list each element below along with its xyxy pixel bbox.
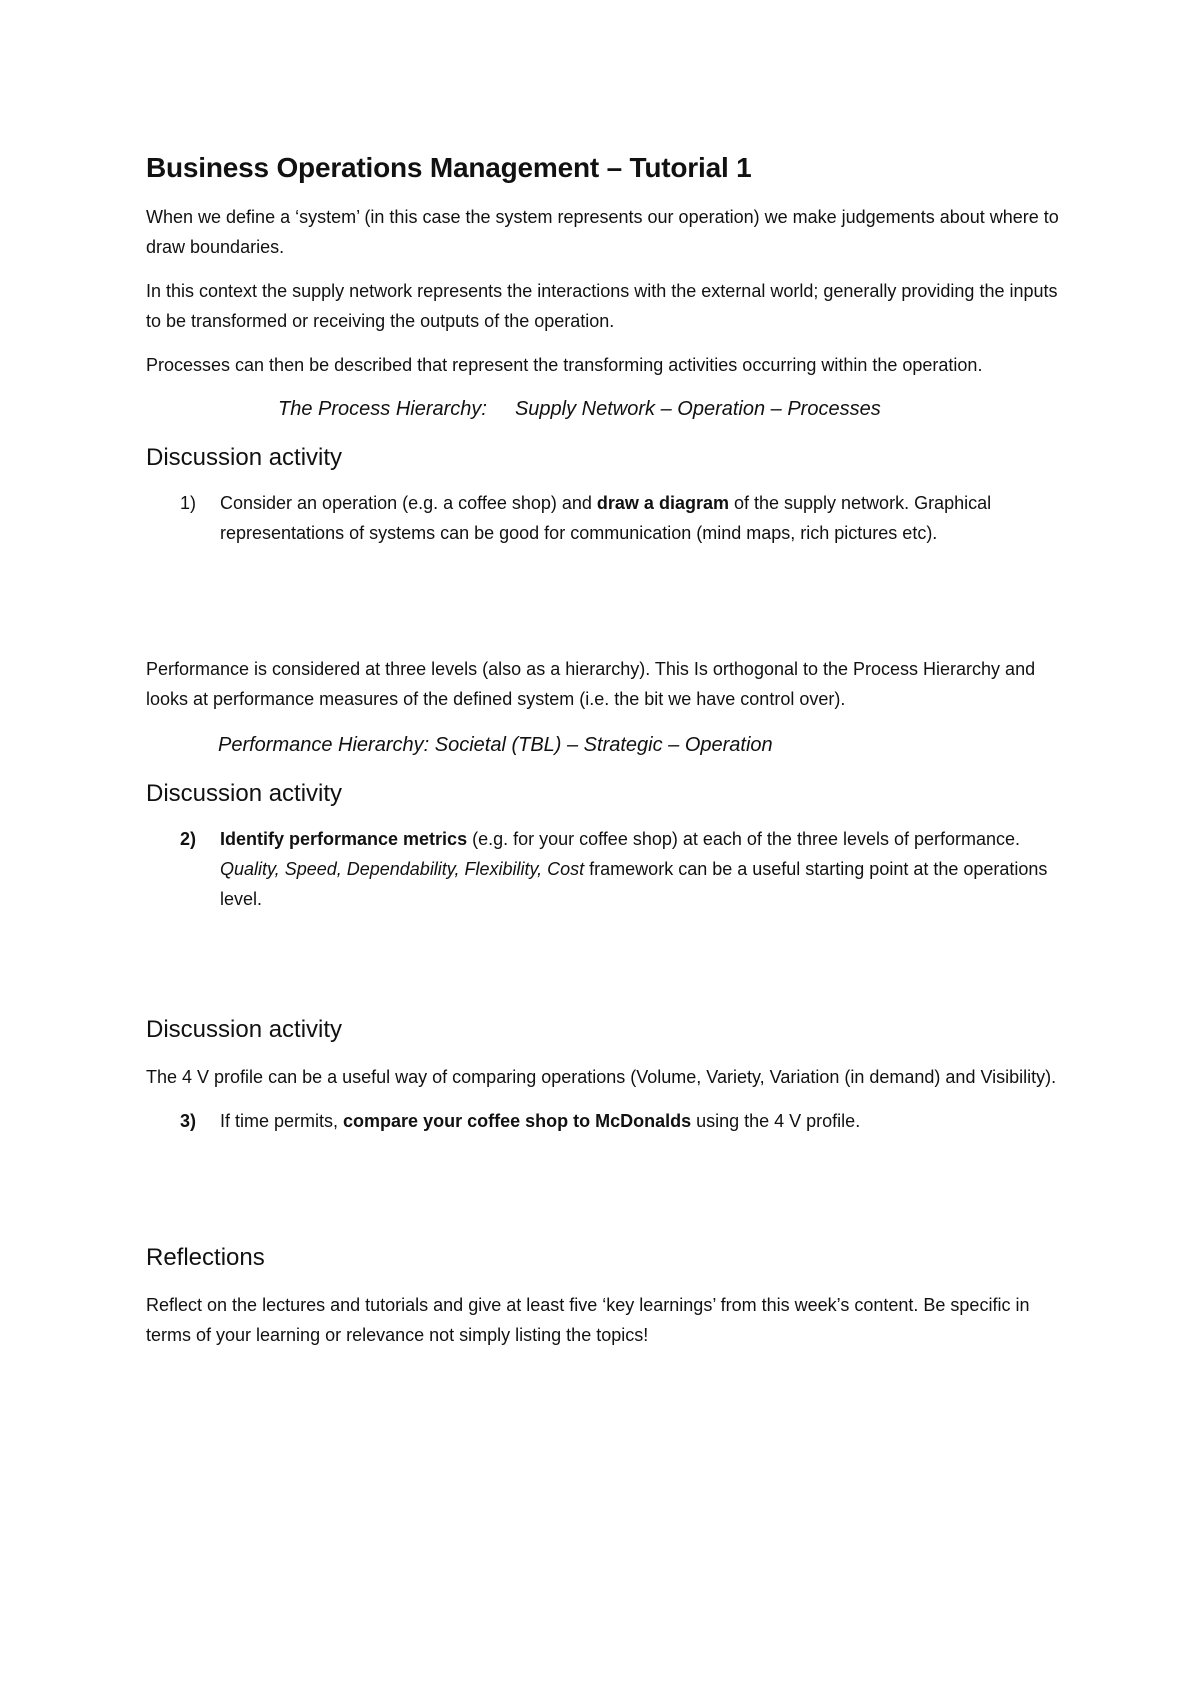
list-item-number: 2): [180, 829, 197, 849]
intro-paragraph-processes: Processes can then be described that represent the transforming activities occurring within the operation.: [146, 355, 983, 375]
list-item-text: If time permits, compare your coffee shop to McDonalds using the 4 V profile.: [220, 1111, 861, 1131]
list-item-number: 3): [180, 1111, 197, 1131]
list-item-1: [146, 488, 1066, 548]
list-item-3: [146, 1106, 1066, 1136]
four-v-paragraph: The 4 V profile can be a useful way of comparing operations (Volume, Variety, Variation (in demand) and Visibility).: [146, 1067, 1057, 1087]
intro-paragraph-system: When we define a ‘system’ (in this case the system represents our operation) we make judgements about where to draw boundaries.: [146, 207, 1059, 257]
document-content: [146, 150, 1066, 1350]
section-heading-discussion-2: Discussion activity: [146, 780, 343, 807]
emphasis-framework: Quality, Speed, Dependability, Flexibility, Cost: [220, 859, 585, 879]
emphasis-identify-metrics: Identify performance metrics: [220, 829, 468, 849]
section-heading-discussion-1: Discussion activity: [146, 444, 343, 471]
list-item-number: 1): [180, 493, 197, 513]
list-item-text: Consider an operation (e.g. a coffee shop) and draw a diagram of the supply network. Graphical representations of systems can be good for communication (mind maps, rich pictures etc).: [220, 493, 992, 543]
intro-paragraph-supply-network: In this context the supply network represents the interactions with the external world; generally providing the inputs to be transformed or receiving the outputs of the operation.: [146, 281, 1058, 331]
reflections-paragraph: Reflect on the lectures and tutorials and give at least five ‘key learnings’ from this week’s content. Be specific in terms of your learning or relevance not simply listing the topics!: [146, 1295, 1030, 1345]
performance-paragraph: Performance is considered at three levels (also as a hierarchy). This Is orthogonal to the Process Hierarchy and looks at performance measures of the defined system (i.e. the bit we have control over).: [146, 659, 1036, 709]
document-title: Business Operations Management – Tutorial 1: [146, 152, 752, 183]
process-hierarchy: [146, 394, 1066, 424]
emphasis-compare: compare your coffee shop to McDonalds: [343, 1111, 692, 1131]
list-item-2: [146, 824, 1066, 914]
process-hierarchy-label: The Process Hierarchy:: [278, 398, 487, 420]
performance-hierarchy: Performance Hierarchy: Societal (TBL) – Strategic – Operation: [218, 734, 773, 756]
process-hierarchy-value: Supply Network – Operation – Processes: [514, 398, 881, 420]
emphasis-draw-diagram: draw a diagram: [596, 493, 729, 513]
section-heading-reflections: Reflections: [146, 1244, 265, 1271]
section-heading-discussion-3: Discussion activity: [146, 1016, 343, 1043]
list-item-text: Identify performance metrics (e.g. for your coffee shop) at each of the three levels of performance. Quality, Speed, Dependability, Flexibility, Cost framework can be a useful starting point at the operations level.: [220, 829, 1048, 909]
